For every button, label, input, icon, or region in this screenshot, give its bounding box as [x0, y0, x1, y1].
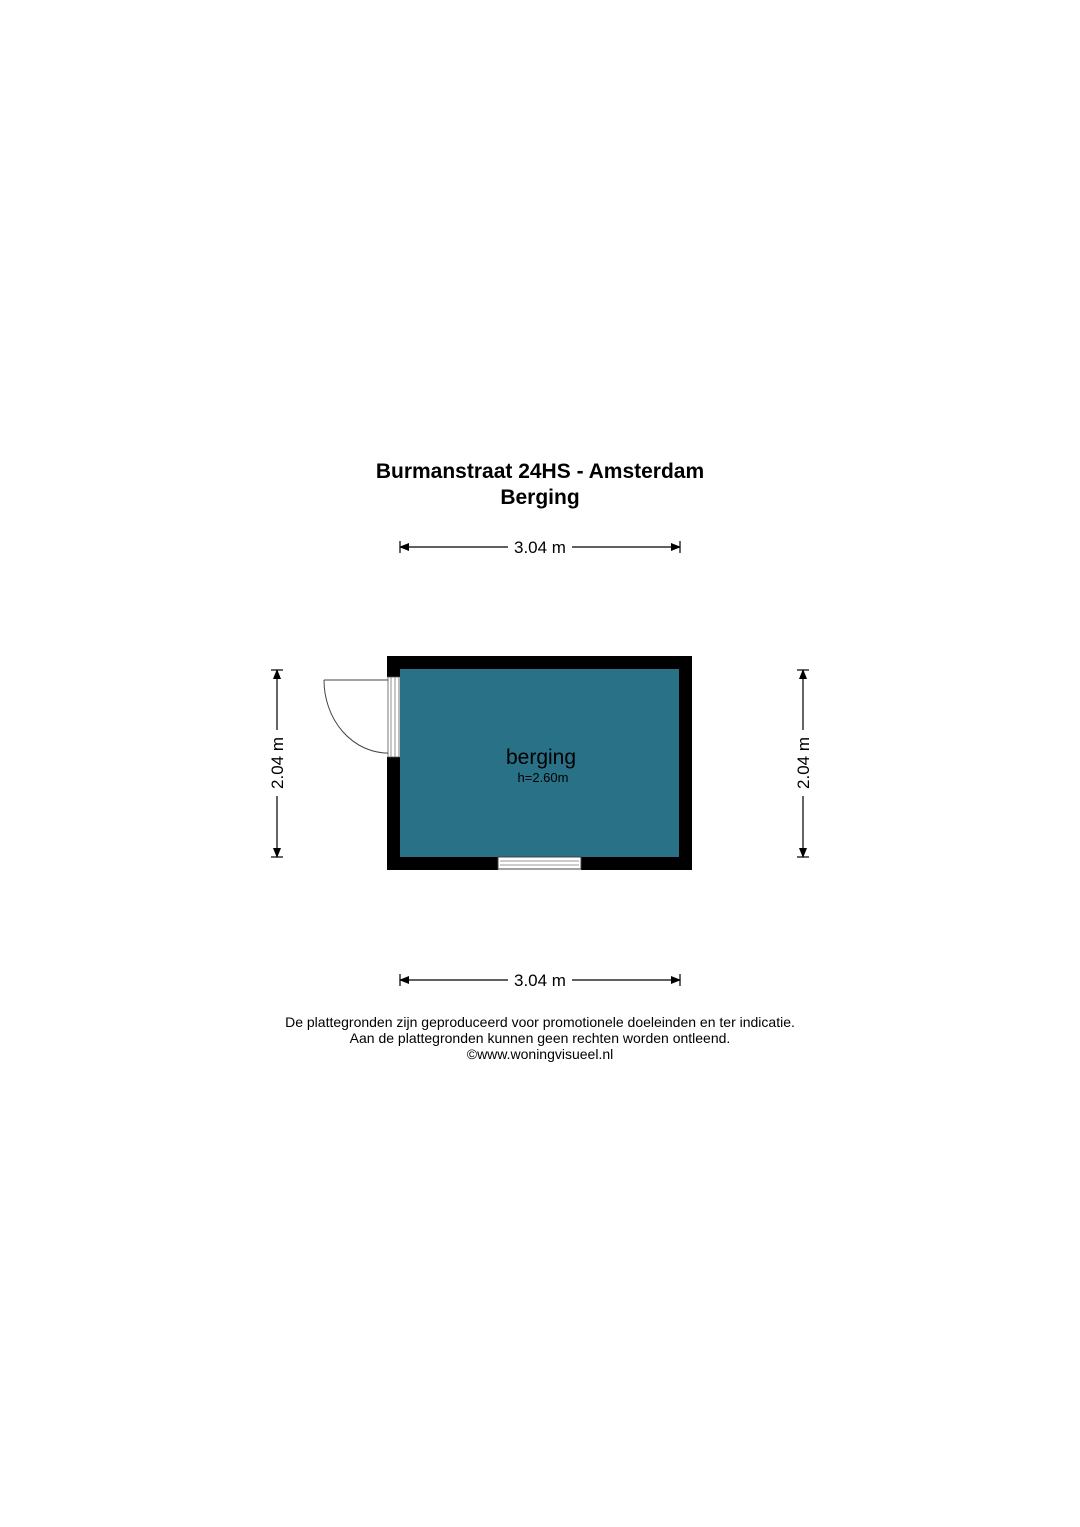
bottom-dimension-label: 3.04 m	[514, 971, 566, 990]
room-height-label: h=2.60m	[517, 770, 569, 785]
right-dimension-label: 2.04 m	[794, 737, 813, 789]
disclaimer-line-1: De plattegronden zijn geproduceerd voor promotionele doeleinden en ter indicatie.	[285, 1014, 795, 1030]
top-dimension-label: 3.04 m	[514, 538, 566, 557]
left-dimension-label: 2.04 m	[268, 737, 287, 789]
bottom-dimension	[400, 971, 680, 990]
top-dimension	[400, 538, 680, 557]
copyright-line: ©www.woningvisueel.nl	[466, 1046, 614, 1062]
plan-address-title: Burmanstraat 24HS - Amsterdam	[375, 460, 705, 483]
plan-floor-title: Berging	[500, 486, 580, 509]
right-dimension	[794, 670, 813, 857]
disclaimer-line-2: Aan de plattegronden kunnen geen rechten worden ontleend.	[349, 1030, 731, 1046]
door	[324, 677, 399, 757]
room-name-label: berging	[505, 746, 577, 769]
window	[498, 857, 581, 869]
left-dimension	[268, 670, 287, 857]
